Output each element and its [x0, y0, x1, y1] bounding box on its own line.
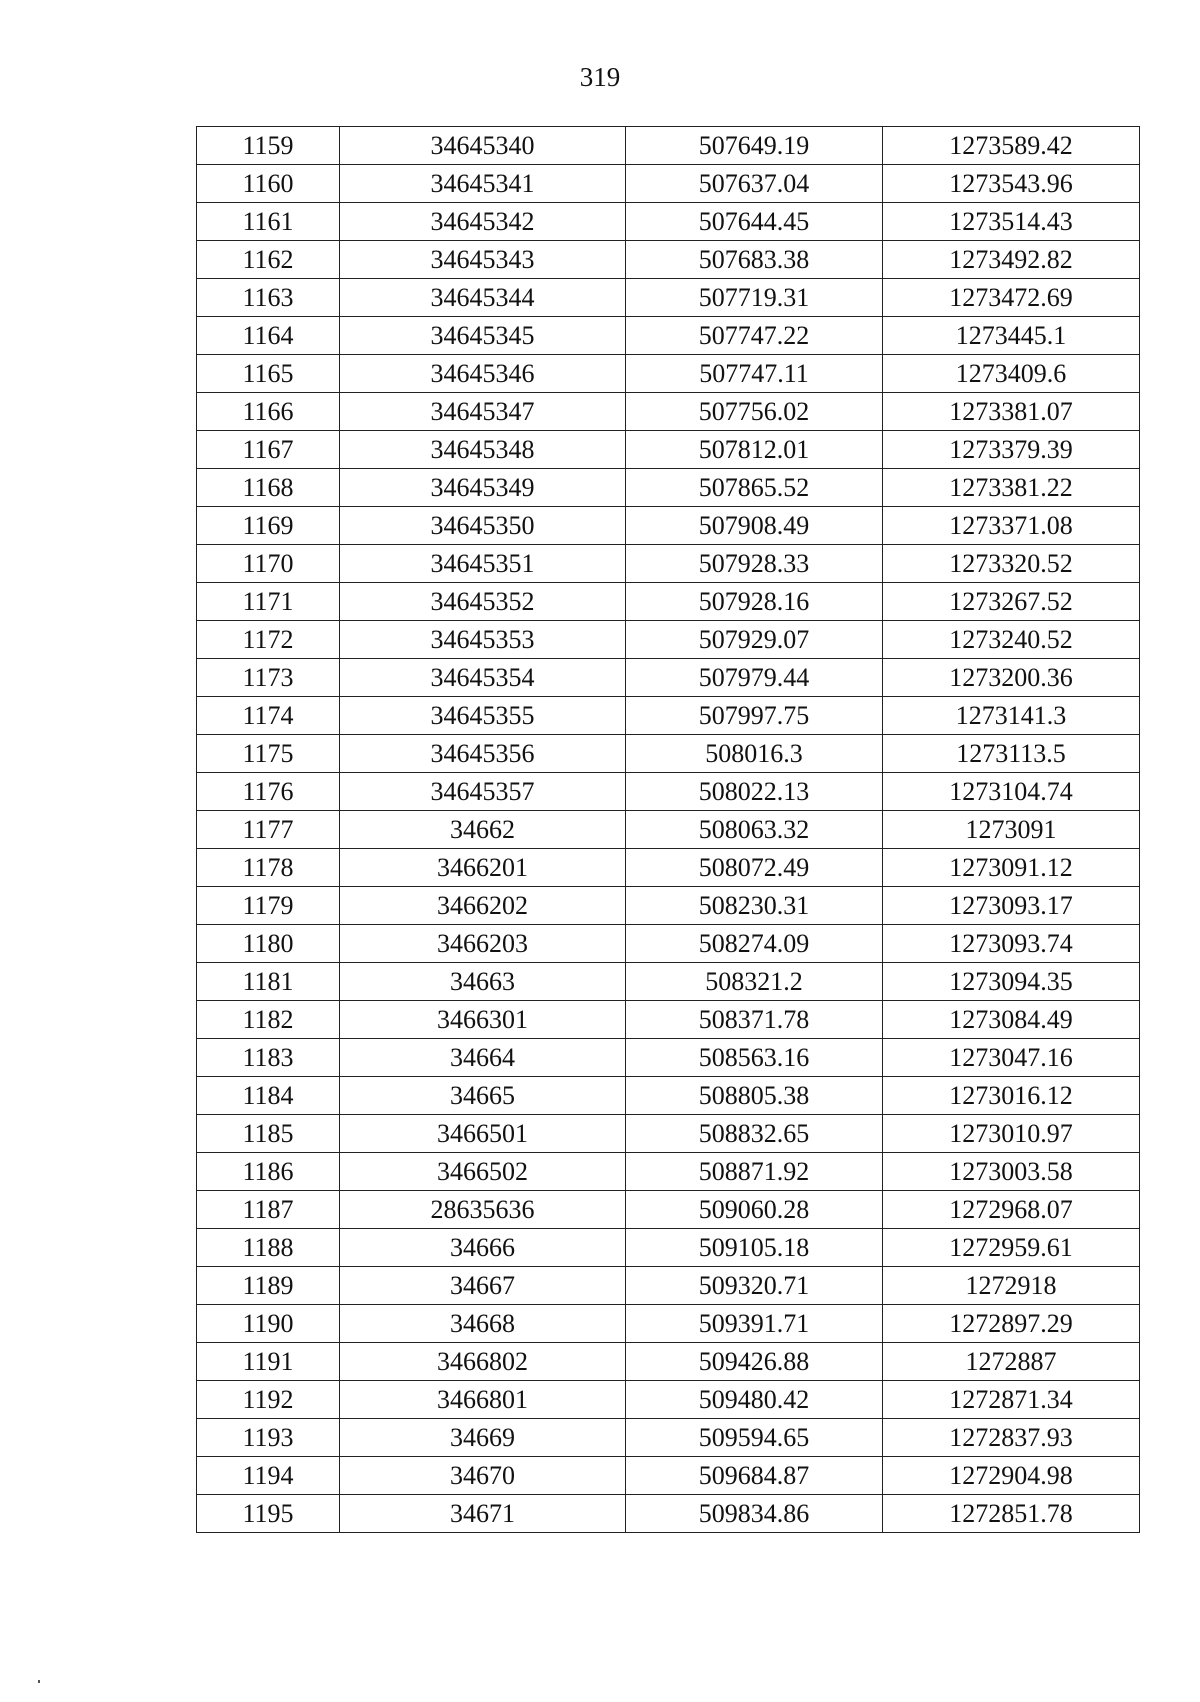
table-row: [197, 545, 1140, 583]
x-coordinate-cell: 508805.38: [626, 1077, 883, 1115]
point-id-cell: 34670: [340, 1457, 626, 1495]
point-id-cell: 34645345: [340, 317, 626, 355]
y-coordinate-cell: 1273381.22: [883, 469, 1140, 507]
table-row: [197, 1381, 1140, 1419]
point-id-cell: 34645353: [340, 621, 626, 659]
row-number-cell: 1170: [197, 545, 340, 583]
table-row: [197, 469, 1140, 507]
point-id-cell: 34645350: [340, 507, 626, 545]
y-coordinate-cell: 1273267.52: [883, 583, 1140, 621]
table-row: [197, 1229, 1140, 1267]
y-coordinate-cell: 1273093.17: [883, 887, 1140, 925]
table-row: [197, 1343, 1140, 1381]
point-id-cell: 34645340: [340, 127, 626, 165]
row-number-cell: 1161: [197, 203, 340, 241]
row-number-cell: 1166: [197, 393, 340, 431]
row-number-cell: 1178: [197, 849, 340, 887]
row-number-cell: 1174: [197, 697, 340, 735]
point-id-cell: 34663: [340, 963, 626, 1001]
coordinates-table: [196, 126, 1140, 1533]
x-coordinate-cell: 507997.75: [626, 697, 883, 735]
point-id-cell: 3466802: [340, 1343, 626, 1381]
point-id-cell: 34666: [340, 1229, 626, 1267]
point-id-cell: 34645347: [340, 393, 626, 431]
x-coordinate-cell: 509480.42: [626, 1381, 883, 1419]
table-row: [197, 1495, 1140, 1533]
row-number-cell: 1182: [197, 1001, 340, 1039]
table-row: [197, 925, 1140, 963]
y-coordinate-cell: 1273141.3: [883, 697, 1140, 735]
table-row: [197, 1267, 1140, 1305]
x-coordinate-cell: 508371.78: [626, 1001, 883, 1039]
table-row: [197, 963, 1140, 1001]
y-coordinate-cell: 1272918: [883, 1267, 1140, 1305]
x-coordinate-cell: 509426.88: [626, 1343, 883, 1381]
row-number-cell: 1185: [197, 1115, 340, 1153]
point-id-cell: 28635636: [340, 1191, 626, 1229]
y-coordinate-cell: 1273084.49: [883, 1001, 1140, 1039]
row-number-cell: 1194: [197, 1457, 340, 1495]
point-id-cell: 34668: [340, 1305, 626, 1343]
x-coordinate-cell: 508871.92: [626, 1153, 883, 1191]
x-coordinate-cell: 507683.38: [626, 241, 883, 279]
x-coordinate-cell: 507719.31: [626, 279, 883, 317]
x-coordinate-cell: 509060.28: [626, 1191, 883, 1229]
y-coordinate-cell: 1272851.78: [883, 1495, 1140, 1533]
y-coordinate-cell: 1273003.58: [883, 1153, 1140, 1191]
point-id-cell: 34665: [340, 1077, 626, 1115]
row-number-cell: 1188: [197, 1229, 340, 1267]
table-row: [197, 1077, 1140, 1115]
y-coordinate-cell: 1273445.1: [883, 317, 1140, 355]
table-row: [197, 279, 1140, 317]
row-number-cell: 1183: [197, 1039, 340, 1077]
x-coordinate-cell: 508063.32: [626, 811, 883, 849]
x-coordinate-cell: 507747.22: [626, 317, 883, 355]
row-number-cell: 1186: [197, 1153, 340, 1191]
table-row: [197, 1001, 1140, 1039]
x-coordinate-cell: 508230.31: [626, 887, 883, 925]
point-id-cell: 34667: [340, 1267, 626, 1305]
point-id-cell: 34645352: [340, 583, 626, 621]
row-number-cell: 1176: [197, 773, 340, 811]
x-coordinate-cell: 507756.02: [626, 393, 883, 431]
table-row: [197, 621, 1140, 659]
table-row: [197, 1419, 1140, 1457]
y-coordinate-cell: 1273543.96: [883, 165, 1140, 203]
y-coordinate-cell: 1273200.36: [883, 659, 1140, 697]
point-id-cell: 3466301: [340, 1001, 626, 1039]
y-coordinate-cell: 1273589.42: [883, 127, 1140, 165]
table-row: [197, 1305, 1140, 1343]
y-coordinate-cell: 1272871.34: [883, 1381, 1140, 1419]
x-coordinate-cell: 507908.49: [626, 507, 883, 545]
x-coordinate-cell: 509834.86: [626, 1495, 883, 1533]
row-number-cell: 1173: [197, 659, 340, 697]
row-number-cell: 1172: [197, 621, 340, 659]
point-id-cell: 34645357: [340, 773, 626, 811]
y-coordinate-cell: 1273514.43: [883, 203, 1140, 241]
row-number-cell: 1189: [197, 1267, 340, 1305]
row-number-cell: 1191: [197, 1343, 340, 1381]
point-id-cell: 34645341: [340, 165, 626, 203]
row-number-cell: 1181: [197, 963, 340, 1001]
x-coordinate-cell: 507928.16: [626, 583, 883, 621]
table-row: [197, 849, 1140, 887]
point-id-cell: 3466201: [340, 849, 626, 887]
table-row: [197, 1039, 1140, 1077]
row-number-cell: 1175: [197, 735, 340, 773]
row-number-cell: 1165: [197, 355, 340, 393]
table-body: [197, 127, 1140, 1533]
table-row: [197, 659, 1140, 697]
x-coordinate-cell: 509391.71: [626, 1305, 883, 1343]
y-coordinate-cell: 1273472.69: [883, 279, 1140, 317]
x-coordinate-cell: 507812.01: [626, 431, 883, 469]
row-number-cell: 1192: [197, 1381, 340, 1419]
y-coordinate-cell: 1273094.35: [883, 963, 1140, 1001]
y-coordinate-cell: 1273320.52: [883, 545, 1140, 583]
x-coordinate-cell: 509105.18: [626, 1229, 883, 1267]
x-coordinate-cell: 508274.09: [626, 925, 883, 963]
table-row: [197, 127, 1140, 165]
point-id-cell: 34645349: [340, 469, 626, 507]
y-coordinate-cell: 1272968.07: [883, 1191, 1140, 1229]
x-coordinate-cell: 507649.19: [626, 127, 883, 165]
y-coordinate-cell: 1273492.82: [883, 241, 1140, 279]
point-id-cell: 34645342: [340, 203, 626, 241]
row-number-cell: 1159: [197, 127, 340, 165]
table-row: [197, 1457, 1140, 1495]
x-coordinate-cell: 509320.71: [626, 1267, 883, 1305]
table-row: [197, 203, 1140, 241]
row-number-cell: 1187: [197, 1191, 340, 1229]
table-row: [197, 1115, 1140, 1153]
table-row: [197, 735, 1140, 773]
x-coordinate-cell: 507637.04: [626, 165, 883, 203]
row-number-cell: 1195: [197, 1495, 340, 1533]
y-coordinate-cell: 1273091: [883, 811, 1140, 849]
point-id-cell: 3466501: [340, 1115, 626, 1153]
point-id-cell: 34645354: [340, 659, 626, 697]
y-coordinate-cell: 1273016.12: [883, 1077, 1140, 1115]
x-coordinate-cell: 507928.33: [626, 545, 883, 583]
x-coordinate-cell: 507929.07: [626, 621, 883, 659]
row-number-cell: 1162: [197, 241, 340, 279]
table-row: [197, 393, 1140, 431]
row-number-cell: 1163: [197, 279, 340, 317]
page-number: 319: [579, 62, 621, 92]
point-id-cell: 34645356: [340, 735, 626, 773]
point-id-cell: 3466502: [340, 1153, 626, 1191]
row-number-cell: 1179: [197, 887, 340, 925]
row-number-cell: 1167: [197, 431, 340, 469]
x-coordinate-cell: 508016.3: [626, 735, 883, 773]
point-id-cell: 34664: [340, 1039, 626, 1077]
x-coordinate-cell: 507979.44: [626, 659, 883, 697]
y-coordinate-cell: 1273240.52: [883, 621, 1140, 659]
table-row: [197, 355, 1140, 393]
table-row: [197, 887, 1140, 925]
y-coordinate-cell: 1273409.6: [883, 355, 1140, 393]
table-row: [197, 773, 1140, 811]
y-coordinate-cell: 1272837.93: [883, 1419, 1140, 1457]
y-coordinate-cell: 1273093.74: [883, 925, 1140, 963]
y-coordinate-cell: 1273091.12: [883, 849, 1140, 887]
point-id-cell: 34645351: [340, 545, 626, 583]
row-number-cell: 1168: [197, 469, 340, 507]
row-number-cell: 1169: [197, 507, 340, 545]
row-number-cell: 1177: [197, 811, 340, 849]
point-id-cell: 34645344: [340, 279, 626, 317]
row-number-cell: 1160: [197, 165, 340, 203]
x-coordinate-cell: 509684.87: [626, 1457, 883, 1495]
row-number-cell: 1164: [197, 317, 340, 355]
table-row: [197, 1153, 1140, 1191]
x-coordinate-cell: 508832.65: [626, 1115, 883, 1153]
y-coordinate-cell: 1273047.16: [883, 1039, 1140, 1077]
point-id-cell: 34645346: [340, 355, 626, 393]
table-row: [197, 811, 1140, 849]
table-row: [197, 241, 1140, 279]
point-id-cell: 3466801: [340, 1381, 626, 1419]
row-number-cell: 1193: [197, 1419, 340, 1457]
y-coordinate-cell: 1272887: [883, 1343, 1140, 1381]
x-coordinate-cell: 508022.13: [626, 773, 883, 811]
point-id-cell: 34671: [340, 1495, 626, 1533]
y-coordinate-cell: 1273371.08: [883, 507, 1140, 545]
point-id-cell: 34645355: [340, 697, 626, 735]
y-coordinate-cell: 1273010.97: [883, 1115, 1140, 1153]
scan-speck: [38, 1680, 40, 1683]
point-id-cell: 3466202: [340, 887, 626, 925]
table-row: [197, 317, 1140, 355]
x-coordinate-cell: 508321.2: [626, 963, 883, 1001]
table-row: [197, 697, 1140, 735]
point-id-cell: 34645348: [340, 431, 626, 469]
x-coordinate-cell: 508072.49: [626, 849, 883, 887]
y-coordinate-cell: 1272959.61: [883, 1229, 1140, 1267]
point-id-cell: 34662: [340, 811, 626, 849]
x-coordinate-cell: 507865.52: [626, 469, 883, 507]
y-coordinate-cell: 1272904.98: [883, 1457, 1140, 1495]
y-coordinate-cell: 1273104.74: [883, 773, 1140, 811]
row-number-cell: 1171: [197, 583, 340, 621]
row-number-cell: 1180: [197, 925, 340, 963]
row-number-cell: 1190: [197, 1305, 340, 1343]
point-id-cell: 3466203: [340, 925, 626, 963]
table-row: [197, 431, 1140, 469]
table-row: [197, 507, 1140, 545]
point-id-cell: 34669: [340, 1419, 626, 1457]
x-coordinate-cell: 509594.65: [626, 1419, 883, 1457]
table-row: [197, 583, 1140, 621]
point-id-cell: 34645343: [340, 241, 626, 279]
row-number-cell: 1184: [197, 1077, 340, 1115]
y-coordinate-cell: 1273113.5: [883, 735, 1140, 773]
x-coordinate-cell: 507747.11: [626, 355, 883, 393]
x-coordinate-cell: 508563.16: [626, 1039, 883, 1077]
x-coordinate-cell: 507644.45: [626, 203, 883, 241]
y-coordinate-cell: 1273381.07: [883, 393, 1140, 431]
table-row: [197, 165, 1140, 203]
y-coordinate-cell: 1272897.29: [883, 1305, 1140, 1343]
y-coordinate-cell: 1273379.39: [883, 431, 1140, 469]
table-row: [197, 1191, 1140, 1229]
